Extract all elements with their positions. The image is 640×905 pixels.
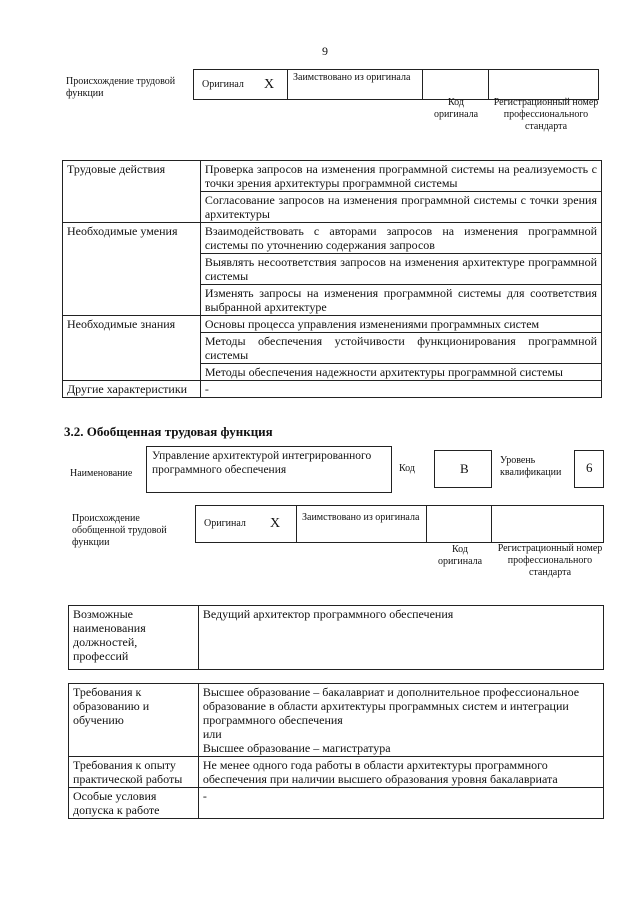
code-value: B [460,461,469,476]
positions-label: Возможные наименования должностей, профессий [69,606,199,670]
code-original-cell [422,69,489,100]
other-item-1: - [200,381,601,398]
actions-item-1: Проверка запросов на изменения программной системы на реализуемость с точки зрения архитектуры программной системы [200,161,601,192]
borrowed2-label: Заимствовано из оригинала [302,512,420,523]
name-value: Управление архитектурой интегрированного программного обеспечения [152,450,372,476]
level-value-cell [574,450,604,488]
positions-value: Ведущий архитектор программного обеспечения [198,606,603,670]
skills-item-2: Выявлять несоответствия запросов на изменения архитектуре программной системы [200,254,601,285]
level-value: 6 [586,460,593,475]
knowledge-item-1: Основы процесса управления изменениями программных систем [200,316,601,333]
labor-function-table [62,160,602,398]
original2-label: Оригинал [204,518,246,529]
row-label-skills: Необходимые умения [63,223,201,316]
original-mark: X [264,77,275,92]
reg-number2-caption: Регистрационный номер профессионального стандарта [497,543,603,578]
experience-label: Требования к опыту практической работы [69,757,199,788]
original2-mark: X [270,516,281,531]
skills-item-1: Взаимодействовать с авторами запросов на изменения программной системы по уточнению содержания запросов [200,223,601,254]
origin-original-cell [193,69,288,100]
knowledge-item-3: Методы обеспечения надежности архитектуры программной системы [200,364,601,381]
code-original-caption: Код оригинала [433,97,479,120]
knowledge-item-2: Методы обеспечения устойчивости функционирования программной системы [200,333,601,364]
origin-label: Происхождение трудовой функции [66,76,176,99]
education-value [198,684,603,757]
special-conditions-label: Особые условия допуска к работе [69,788,199,819]
borrowed-cell [287,69,423,100]
section-title: 3.2. Обобщенная трудовая функция [64,424,273,439]
name-value-cell [146,446,392,493]
experience-value: Не менее одного года работы в области архитектуры программного обеспечения при наличии высшего образования уровня бакалавриата [198,757,603,788]
positions-table [68,605,604,670]
borrowed2-cell [296,505,427,543]
code-original2-caption: Код оригинала [437,544,483,567]
page-number: 9 [322,44,328,58]
row-label-other: Другие характеристики [63,381,201,398]
education-line-1: Высшее образование – бакалавриат и дополнительное профессиональное образование в области архитектуры программных систем и интеграции программного обеспечения [202,685,580,727]
name-label: Наименование [70,468,133,479]
actions-item-2: Согласование запросов на изменения программной системы с точки зрения архитектуры [200,192,601,223]
code-original2-cell [426,505,492,543]
reg-number-cell [488,69,599,100]
education-line-3: Высшее образование – магистратура [202,741,391,755]
reg-number2-cell [491,505,604,543]
education-line-2: или [202,727,222,741]
level-label: Уровень квалификации [500,455,562,478]
code-value-cell [434,450,492,488]
special-conditions-value: - [198,788,603,819]
origin2-original-cell [195,505,297,543]
education-label: Требования к образованию и обучению [69,684,199,757]
origin2-label: Происхождение обобщенной трудовой функции [72,513,167,548]
reg-number-caption: Регистрационный номер профессионального стандарта [493,97,599,132]
requirements-table [68,683,604,819]
skills-item-3: Изменять запросы на изменения программной системы для соответствия выбранной архитектуре [200,285,601,316]
row-label-knowledge: Необходимые знания [63,316,201,381]
code-label: Код [399,463,415,474]
original-label: Оригинал [202,79,244,90]
row-label-actions: Трудовые действия [63,161,201,223]
borrowed-label: Заимствовано из оригинала [293,72,411,83]
